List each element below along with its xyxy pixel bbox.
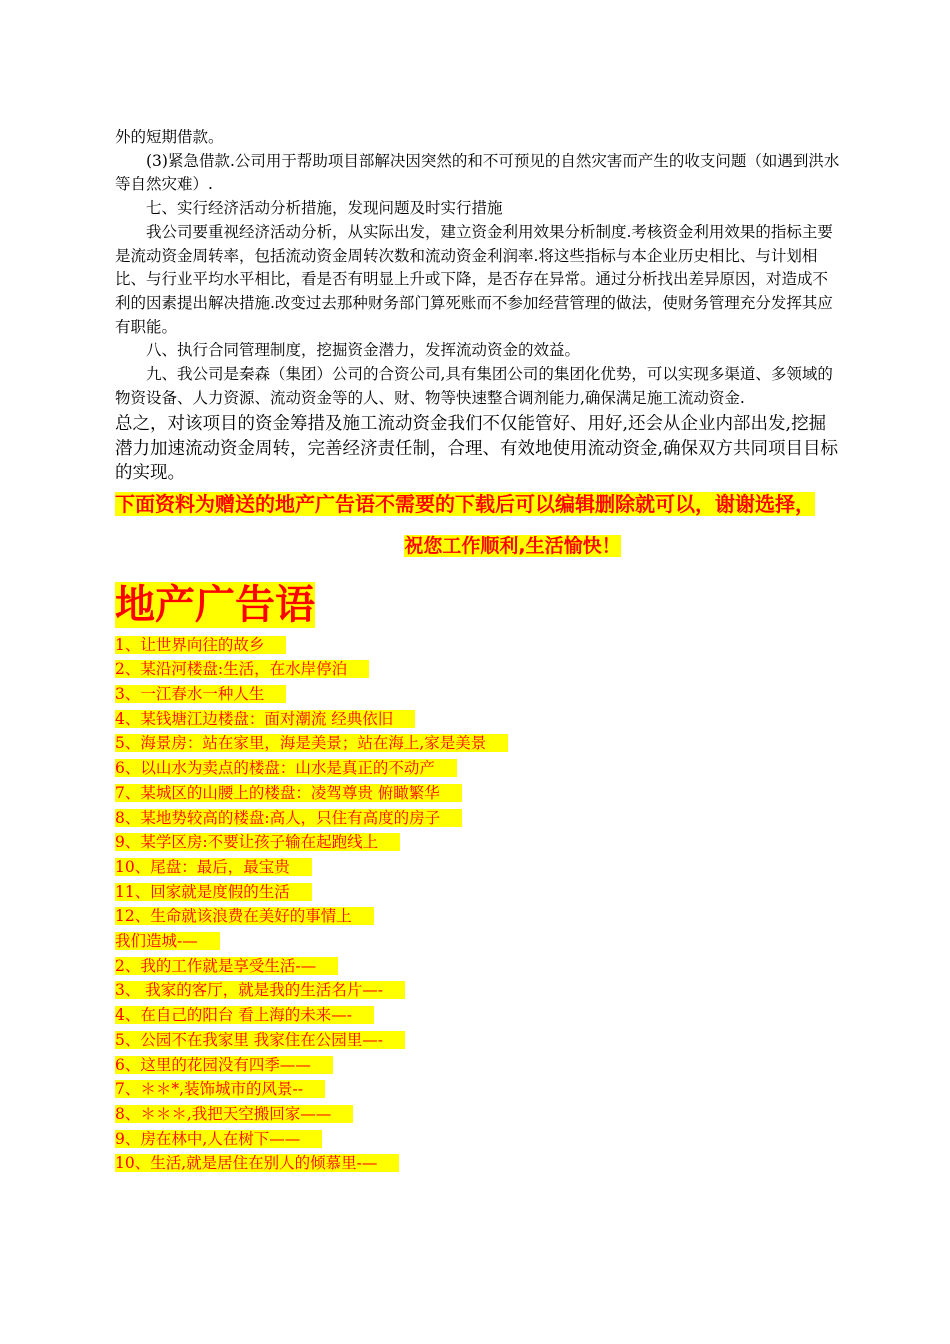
slogan-item: 9、房在林中,人在树下—— bbox=[115, 1127, 840, 1152]
slogan-item: 5、公园不在我家里 我家住在公园里—- bbox=[115, 1028, 840, 1053]
slogan-item: 6、以山水为卖点的楼盘：山水是真正的不动产 bbox=[115, 756, 840, 781]
slogan-item: 2、我的工作就是享受生活-— bbox=[115, 954, 840, 979]
slogan-item: 10、生活,就是居住在别人的倾慕里-— bbox=[115, 1151, 840, 1176]
slogan-item: 6、这里的花园没有四季—— bbox=[115, 1053, 840, 1078]
document-body bbox=[115, 126, 840, 1176]
slogan-item: 12、生命就该浪费在美好的事情上 bbox=[115, 904, 840, 929]
ad-section-title-text: 地产广告语 bbox=[115, 581, 315, 628]
paragraph-economic-analysis: 我公司要重视经济活动分析，从实际出发，建立资金利用效果分析制度.考核资金利用效果的指标主要是流动资金周转率，包括流动资金周转次数和流动资金利润率.将这些指标与本企业历史相比、与计划相比、与行业平均水平相比，看是否有明显上升或下降，是否存在异常。通过分析找出差异原因，对造成不利的因素提出解决措施.改变过去那种财务部门算死账而不参加经营管理的做法，使财务管理充分发挥其应有职能。 bbox=[115, 222, 833, 336]
gift-notice-text: 下面资料为赠送的地产广告语不需要的下载后可以编辑删除就可以，谢谢选择， bbox=[115, 491, 815, 516]
paragraph-emergency-loan: (3)紧急借款.公司用于帮助项目部解决因突然的和不可预见的自然灾害而产生的收支问题（如遇到洪水等自然灾难）. bbox=[115, 151, 840, 194]
slogan-item: 11、回家就是度假的生活 bbox=[115, 880, 840, 905]
slogan-item: 7、某城区的山腰上的楼盘：凌驾尊贵 俯瞰繁华 bbox=[115, 781, 840, 806]
wish-line bbox=[115, 535, 840, 559]
slogan-item: 10、尾盘：最后，最宝贵 bbox=[115, 855, 840, 880]
slogan-item: 8、某地势较高的楼盘:高人，只住有高度的房子 bbox=[115, 806, 840, 831]
slogan-item: 我们造城-— bbox=[115, 929, 840, 954]
slogan-item: 1、让世界向往的故乡 bbox=[115, 633, 840, 658]
heading-section-7: 七、实行经济活动分析措施，发现问题及时实行措施 bbox=[146, 199, 503, 218]
slogan-item: 4、在自己的阳台 看上海的未来—- bbox=[115, 1003, 840, 1028]
heading-section-8: 八、执行合同管理制度，挖掘资金潜力，发挥流动资金的效益。 bbox=[146, 341, 581, 360]
paragraph-short-term-loan: 外的短期借款。 bbox=[115, 128, 224, 146]
paragraph-section-9: 九、我公司是秦森（集团）公司的合资公司,具有集团公司的集团化优势，可以实现多渠道、多领域的物资设备、人力资源、流动资金等的人、财、物等快速整合调剂能力,确保满足施工流动资金. bbox=[115, 365, 833, 407]
slogan-list bbox=[115, 633, 840, 1176]
ad-section-title bbox=[115, 581, 840, 629]
slogan-item: 4、某钱塘江边楼盘：面对潮流 经典依旧 bbox=[115, 707, 840, 732]
slogan-item: 5、海景房：站在家里，海是美景；站在海上,家是美景 bbox=[115, 731, 840, 756]
slogan-item: 7、＊＊*,装饰城市的风景-- bbox=[115, 1077, 840, 1102]
slogan-item: 3、一江春水一种人生 bbox=[115, 682, 840, 707]
slogan-item: 3、 我家的客厅，就是我的生活名片—- bbox=[115, 978, 840, 1003]
slogan-item: 2、某沿河楼盘:生活，在水岸停泊 bbox=[115, 657, 840, 682]
paragraph-conclusion: 总之，对该项目的资金筹措及施工流动资金我们不仅能管好、用好,还会从企业内部出发,挖掘潜力加速流动资金周转，完善经济责任制，合理、有效地使用流动资金,确保双方共同项目目标的实现。 bbox=[115, 414, 839, 484]
slogan-item: 8、＊＊＊,我把天空搬回家—— bbox=[115, 1102, 840, 1127]
slogan-item: 9、某学区房:不要让孩子输在起跑线上 bbox=[115, 830, 840, 855]
wish-text: 祝您工作顺利,生活愉快！ bbox=[404, 534, 621, 557]
gift-notice bbox=[115, 492, 840, 517]
